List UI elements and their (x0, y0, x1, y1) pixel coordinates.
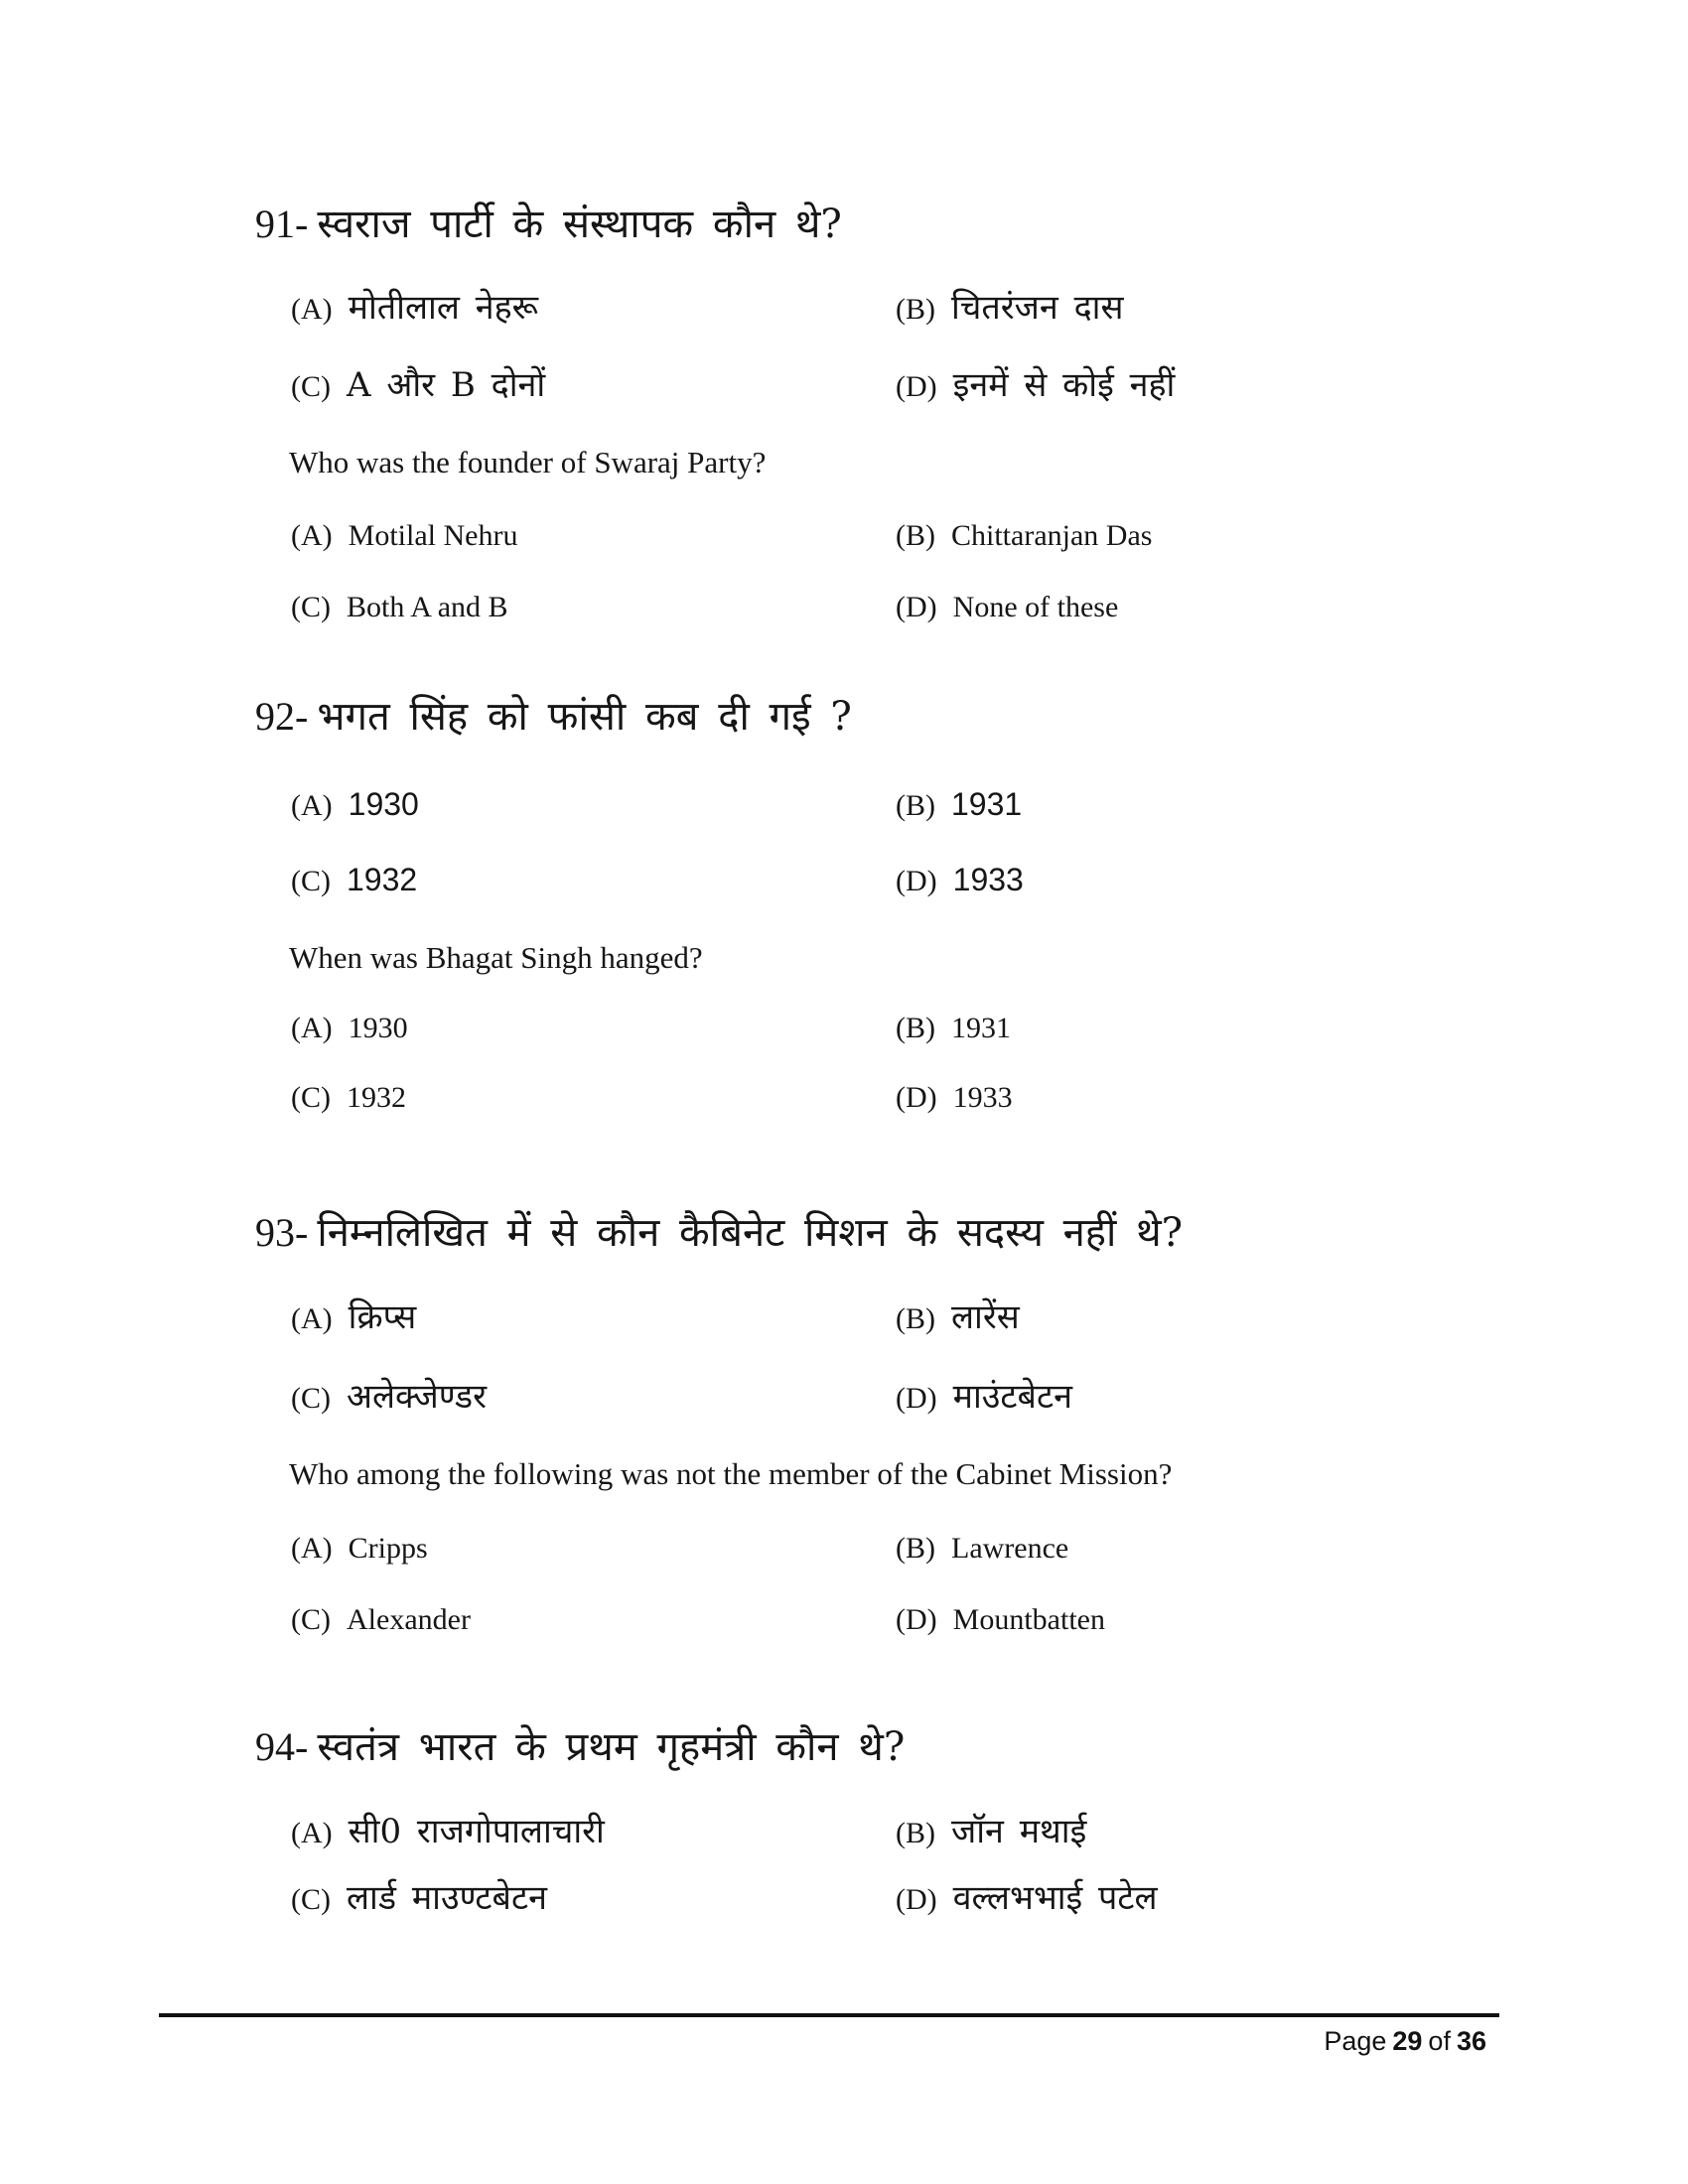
page-number-footer (1324, 2026, 1486, 2057)
option-text: 1933 (952, 1081, 1013, 1114)
option-text: जॉन मथाई (951, 1812, 1087, 1851)
question-91-number: 91- (255, 202, 309, 246)
option-letter: (A) (291, 1532, 333, 1565)
question-93-english: Who among the following was not the member of the Cabinet Mission? (289, 1456, 1173, 1491)
question-93-number: 93- (255, 1210, 309, 1255)
option-text: इनमें से कोई नहीं (952, 365, 1176, 405)
question-92-hindi: भगत सिंह को फांसी कब दी गई ? (317, 694, 852, 740)
option-93-eng-c (291, 1598, 471, 1647)
option-91-b (896, 286, 1123, 337)
option-92-eng-c (291, 1076, 406, 1125)
option-letter: (B) (896, 293, 935, 326)
option-letter: (D) (896, 1603, 937, 1636)
option-91-eng-a (291, 514, 517, 563)
option-letter: (D) (896, 1883, 937, 1916)
option-92-d (896, 858, 1024, 908)
option-letter: (B) (896, 1302, 935, 1335)
option-text: माउंटबेटन (952, 1377, 1072, 1417)
question-94-hindi-text (255, 1723, 1688, 1780)
option-letter: (B) (896, 519, 935, 552)
option-text: अलेक्जेण्डर (347, 1377, 488, 1417)
option-94-c (291, 1876, 547, 1927)
option-text: Both A and B (347, 591, 508, 623)
option-text: Alexander (347, 1603, 471, 1636)
question-92-number: 92- (255, 694, 309, 739)
option-text: मोतीलाल नेहरू (348, 288, 539, 328)
option-letter: (C) (291, 370, 331, 403)
footer-page-number: 29 (1392, 2026, 1423, 2056)
option-letter: (A) (291, 789, 333, 822)
option-92-eng-d (896, 1076, 1013, 1125)
option-letter: (C) (291, 1081, 331, 1114)
option-letter: (C) (291, 1603, 331, 1636)
option-text: 1931 (951, 786, 1023, 822)
option-text: 1933 (952, 862, 1024, 897)
footer-page-label: Page (1324, 2026, 1387, 2056)
option-93-c (291, 1375, 487, 1426)
option-text: 1932 (347, 862, 418, 897)
question-94-hindi: स्वतंत्र भारत के प्रथम गृहमंत्री कौन थे? (317, 1724, 906, 1770)
option-92-eng-b (896, 1007, 1011, 1055)
option-letter: (C) (291, 1382, 331, 1415)
option-letter: (D) (896, 370, 937, 403)
option-text: None of these (952, 591, 1119, 623)
option-92-b (896, 782, 1022, 833)
question-91-hindi-text (255, 201, 1688, 257)
option-letter: (A) (291, 1012, 333, 1044)
question-91-english: Who was the founder of Swaraj Party? (289, 445, 767, 479)
option-91-eng-d (896, 586, 1118, 634)
option-letter: (B) (896, 1012, 935, 1044)
option-93-eng-d (896, 1598, 1105, 1647)
option-text: Lawrence (951, 1532, 1069, 1565)
question-92-hindi-text (255, 693, 1688, 750)
option-text: 1930 (348, 1012, 408, 1044)
option-text: 1932 (347, 1081, 406, 1114)
option-letter: (A) (291, 1302, 333, 1335)
question-93-hindi-text (255, 1209, 1688, 1266)
option-92-c (291, 858, 417, 908)
option-text: क्रिप्स (348, 1297, 417, 1337)
question-93-english-text (289, 1454, 1688, 1494)
question-94-number: 94- (255, 1724, 309, 1769)
option-text: Cripps (348, 1532, 428, 1565)
footer-of-label: of (1428, 2026, 1451, 2056)
option-text: लार्ड माउण्टबेटन (347, 1878, 547, 1918)
option-94-b (896, 1810, 1086, 1860)
option-text: सी0 राजगोपालाचारी (348, 1812, 605, 1851)
option-text: Mountbatten (952, 1603, 1105, 1636)
option-letter: (C) (291, 591, 331, 623)
option-91-a (291, 286, 538, 337)
option-92-a (291, 782, 419, 833)
option-letter: (D) (896, 865, 937, 897)
option-93-eng-a (291, 1527, 428, 1575)
option-91-d (896, 363, 1175, 414)
option-text: 1931 (951, 1012, 1011, 1044)
question-91-english-text (289, 443, 1688, 482)
option-92-eng-a (291, 1007, 408, 1055)
option-text: चितरंजन दास (951, 288, 1124, 328)
option-93-a (291, 1296, 416, 1346)
option-94-a (291, 1810, 605, 1860)
question-92-english: When was Bhagat Singh hanged? (289, 940, 703, 975)
footer-total-pages: 36 (1456, 2026, 1486, 2056)
option-93-eng-b (896, 1527, 1068, 1575)
option-text: लारेंस (951, 1297, 1020, 1337)
option-text: वल्लभभाई पटेल (952, 1878, 1158, 1918)
option-91-eng-b (896, 514, 1152, 563)
option-letter: (B) (896, 1532, 935, 1565)
question-91-hindi: स्वराज पार्टी के संस्थापक कौन थे? (317, 202, 842, 247)
option-letter: (A) (291, 293, 333, 326)
option-letter: (D) (896, 591, 937, 623)
option-letter: (A) (291, 1817, 333, 1849)
option-91-eng-c (291, 586, 508, 634)
option-text: 1930 (348, 786, 419, 822)
option-text: A और B दोनों (347, 365, 546, 405)
option-letter: (C) (291, 865, 331, 897)
option-letter: (D) (896, 1081, 937, 1114)
option-93-b (896, 1296, 1020, 1346)
footer-divider (159, 2013, 1499, 2017)
option-94-d (896, 1876, 1158, 1927)
option-93-d (896, 1375, 1072, 1426)
option-letter: (A) (291, 519, 333, 552)
option-text: Chittaranjan Das (951, 519, 1153, 552)
option-letter: (B) (896, 1817, 935, 1849)
option-letter: (C) (291, 1883, 331, 1916)
option-letter: (D) (896, 1382, 937, 1415)
question-92-english-text (289, 938, 1688, 978)
option-letter: (B) (896, 789, 935, 822)
question-93-hindi: निम्नलिखित में से कौन कैबिनेट मिशन के सदस्य नहीं थे? (317, 1210, 1184, 1256)
option-text: Motilal Nehru (348, 519, 518, 552)
option-91-c (291, 363, 545, 414)
